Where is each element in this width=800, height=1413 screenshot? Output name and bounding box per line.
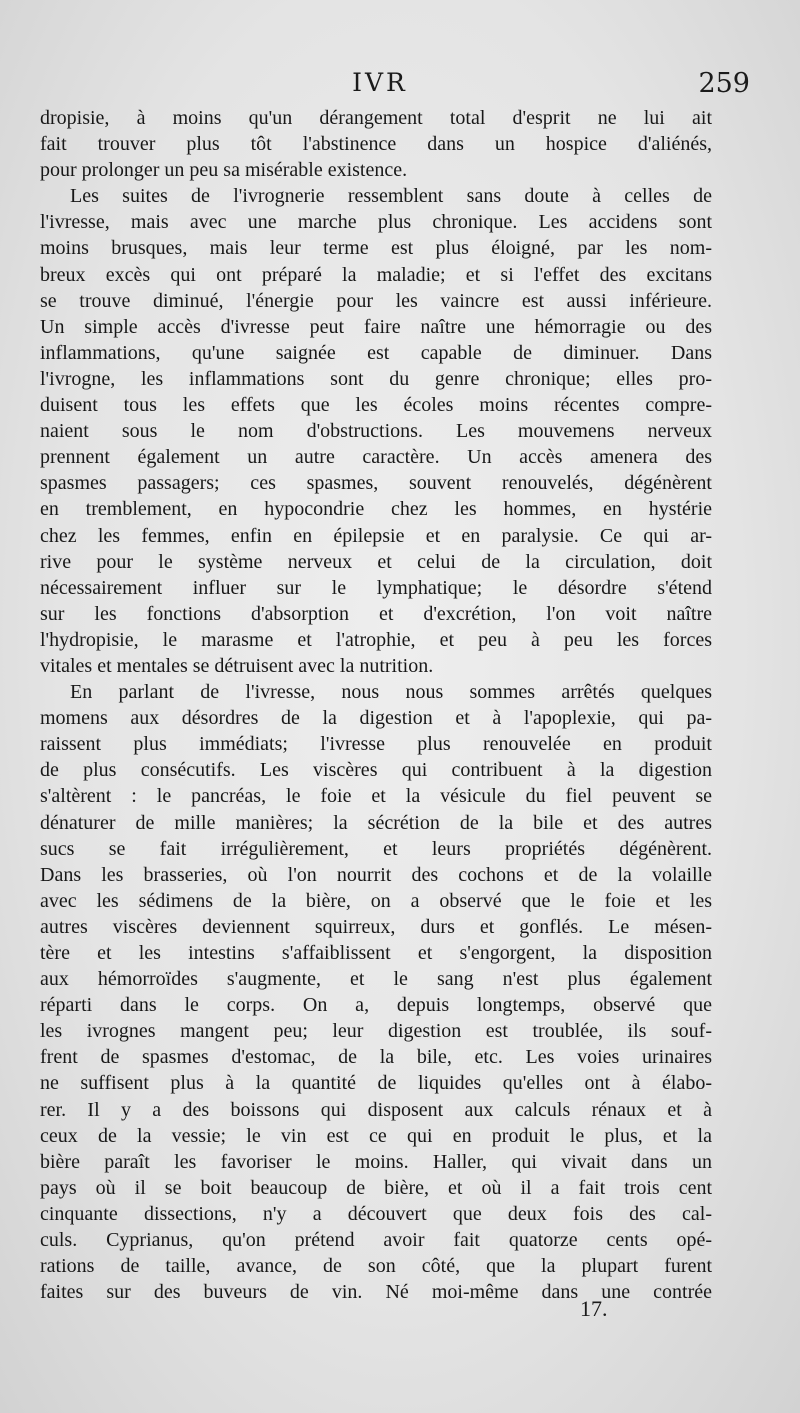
text-line: rations de taille, avance, de son côté, que la plupart furent <box>40 1255 712 1278</box>
text-line: l'ivresse, mais avec une marche plus chronique. Les accidens sont <box>40 211 712 234</box>
text-line: dropisie, à moins qu'un dérangement total d'esprit ne lui ait <box>40 107 712 129</box>
text-line: En parlant de l'ivresse, nous nous sommes arrêtés quelques <box>70 681 712 704</box>
text-line: spasmes passagers; ces spasmes, souvent renouvelés, dégénèrent <box>40 472 712 495</box>
text-line: pour prolonger un peu sa misérable existence. <box>40 159 408 182</box>
text-line: dénaturer de mille manières; la sécrétion de la bile et des autres <box>40 811 712 834</box>
text-line: s'altèrent : le pancréas, le foie et la vésicule du fiel peuvent se <box>40 785 712 808</box>
text-line: momens aux désordres de la digestion et à l'apoplexie, qui pa- <box>40 707 712 730</box>
text-line: frent de spasmes d'estomac, de la bile, etc. Les voies urinaires <box>40 1046 712 1069</box>
body-text <box>40 105 712 1305</box>
text-line: moins brusques, mais leur terme est plus éloigné, par les nom- <box>40 237 712 260</box>
text-line: faites sur des buveurs de vin. Né moi-même dans une contrée <box>40 1281 712 1304</box>
text-line: chez les femmes, enfin en épilepsie et en paralysie. Ce qui ar- <box>40 524 712 547</box>
running-head: IVR <box>352 68 408 97</box>
text-line: rer. Il y a des boissons qui disposent aux calculs rénaux et à <box>40 1098 712 1121</box>
catchword: 17. <box>580 1296 608 1321</box>
text-line: vitales et mentales se détruisent avec la nutrition. <box>40 654 434 677</box>
text-line: rive pour le système nerveux et celui de la circulation, doit <box>40 550 712 573</box>
text-line: sur les fonctions d'absorption et d'excrétion, l'on voit naître <box>40 602 712 625</box>
text-line: l'hydropisie, le marasme et l'atrophie, et peu à peu les forces <box>40 628 712 651</box>
text-line: bière paraît les favoriser le moins. Haller, qui vivait dans un <box>40 1150 712 1173</box>
text-line: les ivrognes mangent peu; leur digestion est troublée, ils souf- <box>40 1020 712 1043</box>
text-line: aux hémorroïdes s'augmente, et le sang n'est plus également <box>40 968 712 991</box>
text-line: autres viscères deviennent squirreux, durs et gonflés. Le mésen- <box>40 915 712 938</box>
text-line: réparti dans le corps. On a, depuis longtemps, observé que <box>40 994 712 1017</box>
text-line: avec les sédimens de la bière, on a observé que le foie et les <box>40 889 712 912</box>
text-line: tère et les intestins s'affaiblissent et s'engorgent, la disposition <box>40 942 712 964</box>
text-line: fait trouver plus tôt l'abstinence dans un hospice d'aliénés, <box>40 133 712 156</box>
text-line: de plus consécutifs. Les viscères qui contribuent à la digestion <box>40 759 712 782</box>
text-line: ne suffisent plus à la quantité de liquides qu'elles ont à élabo- <box>40 1072 712 1095</box>
page-number: 259 <box>698 68 750 99</box>
text-line: Dans les brasseries, où l'on nourrit des cochons et de la volaille <box>40 863 712 886</box>
text-line: se trouve diminué, l'énergie pour les vaincre est aussi inférieure. <box>40 289 712 312</box>
text-line: breux excès qui ont préparé la maladie; et si l'effet des excitans <box>40 263 712 286</box>
page-header <box>40 66 750 106</box>
text-line: duisent tous les effets que les écoles moins récentes compre- <box>40 394 712 417</box>
text-line: naient sous le nom d'obstructions. Les mouvemens nerveux <box>40 420 712 443</box>
text-line: nécessairement influer sur le lymphatique; le désordre s'étend <box>40 576 712 599</box>
text-line: cinquante dissections, n'y a découvert que deux fois des cal- <box>40 1202 712 1225</box>
text-line: inflammations, qu'une saignée est capable de diminuer. Dans <box>40 341 712 364</box>
text-line: l'ivrogne, les inflammations sont du genre chronique; elles pro- <box>40 367 712 390</box>
text-line: Les suites de l'ivrognerie ressemblent sans doute à celles de <box>70 185 712 208</box>
text-line: raissent plus immédiats; l'ivresse plus renouvelée en produit <box>40 733 712 756</box>
text-line: prennent également un autre caractère. Un accès amenera des <box>40 446 712 469</box>
text-line: sucs se fait irrégulièrement, et leurs propriétés dégénèrent. <box>40 837 712 860</box>
text-line: ceux de la vessie; le vin est ce qui en produit le plus, et la <box>40 1124 712 1147</box>
text-line: pays où il se boit beaucoup de bière, et où il a fait trois cent <box>40 1176 712 1199</box>
text-line: Un simple accès d'ivresse peut faire naître une hémorragie ou des <box>40 315 712 338</box>
text-line: en tremblement, en hypocondrie chez les hommes, en hystérie <box>40 498 712 521</box>
text-line: culs. Cyprianus, qu'on prétend avoir fait quatorze cents opé- <box>40 1229 712 1252</box>
